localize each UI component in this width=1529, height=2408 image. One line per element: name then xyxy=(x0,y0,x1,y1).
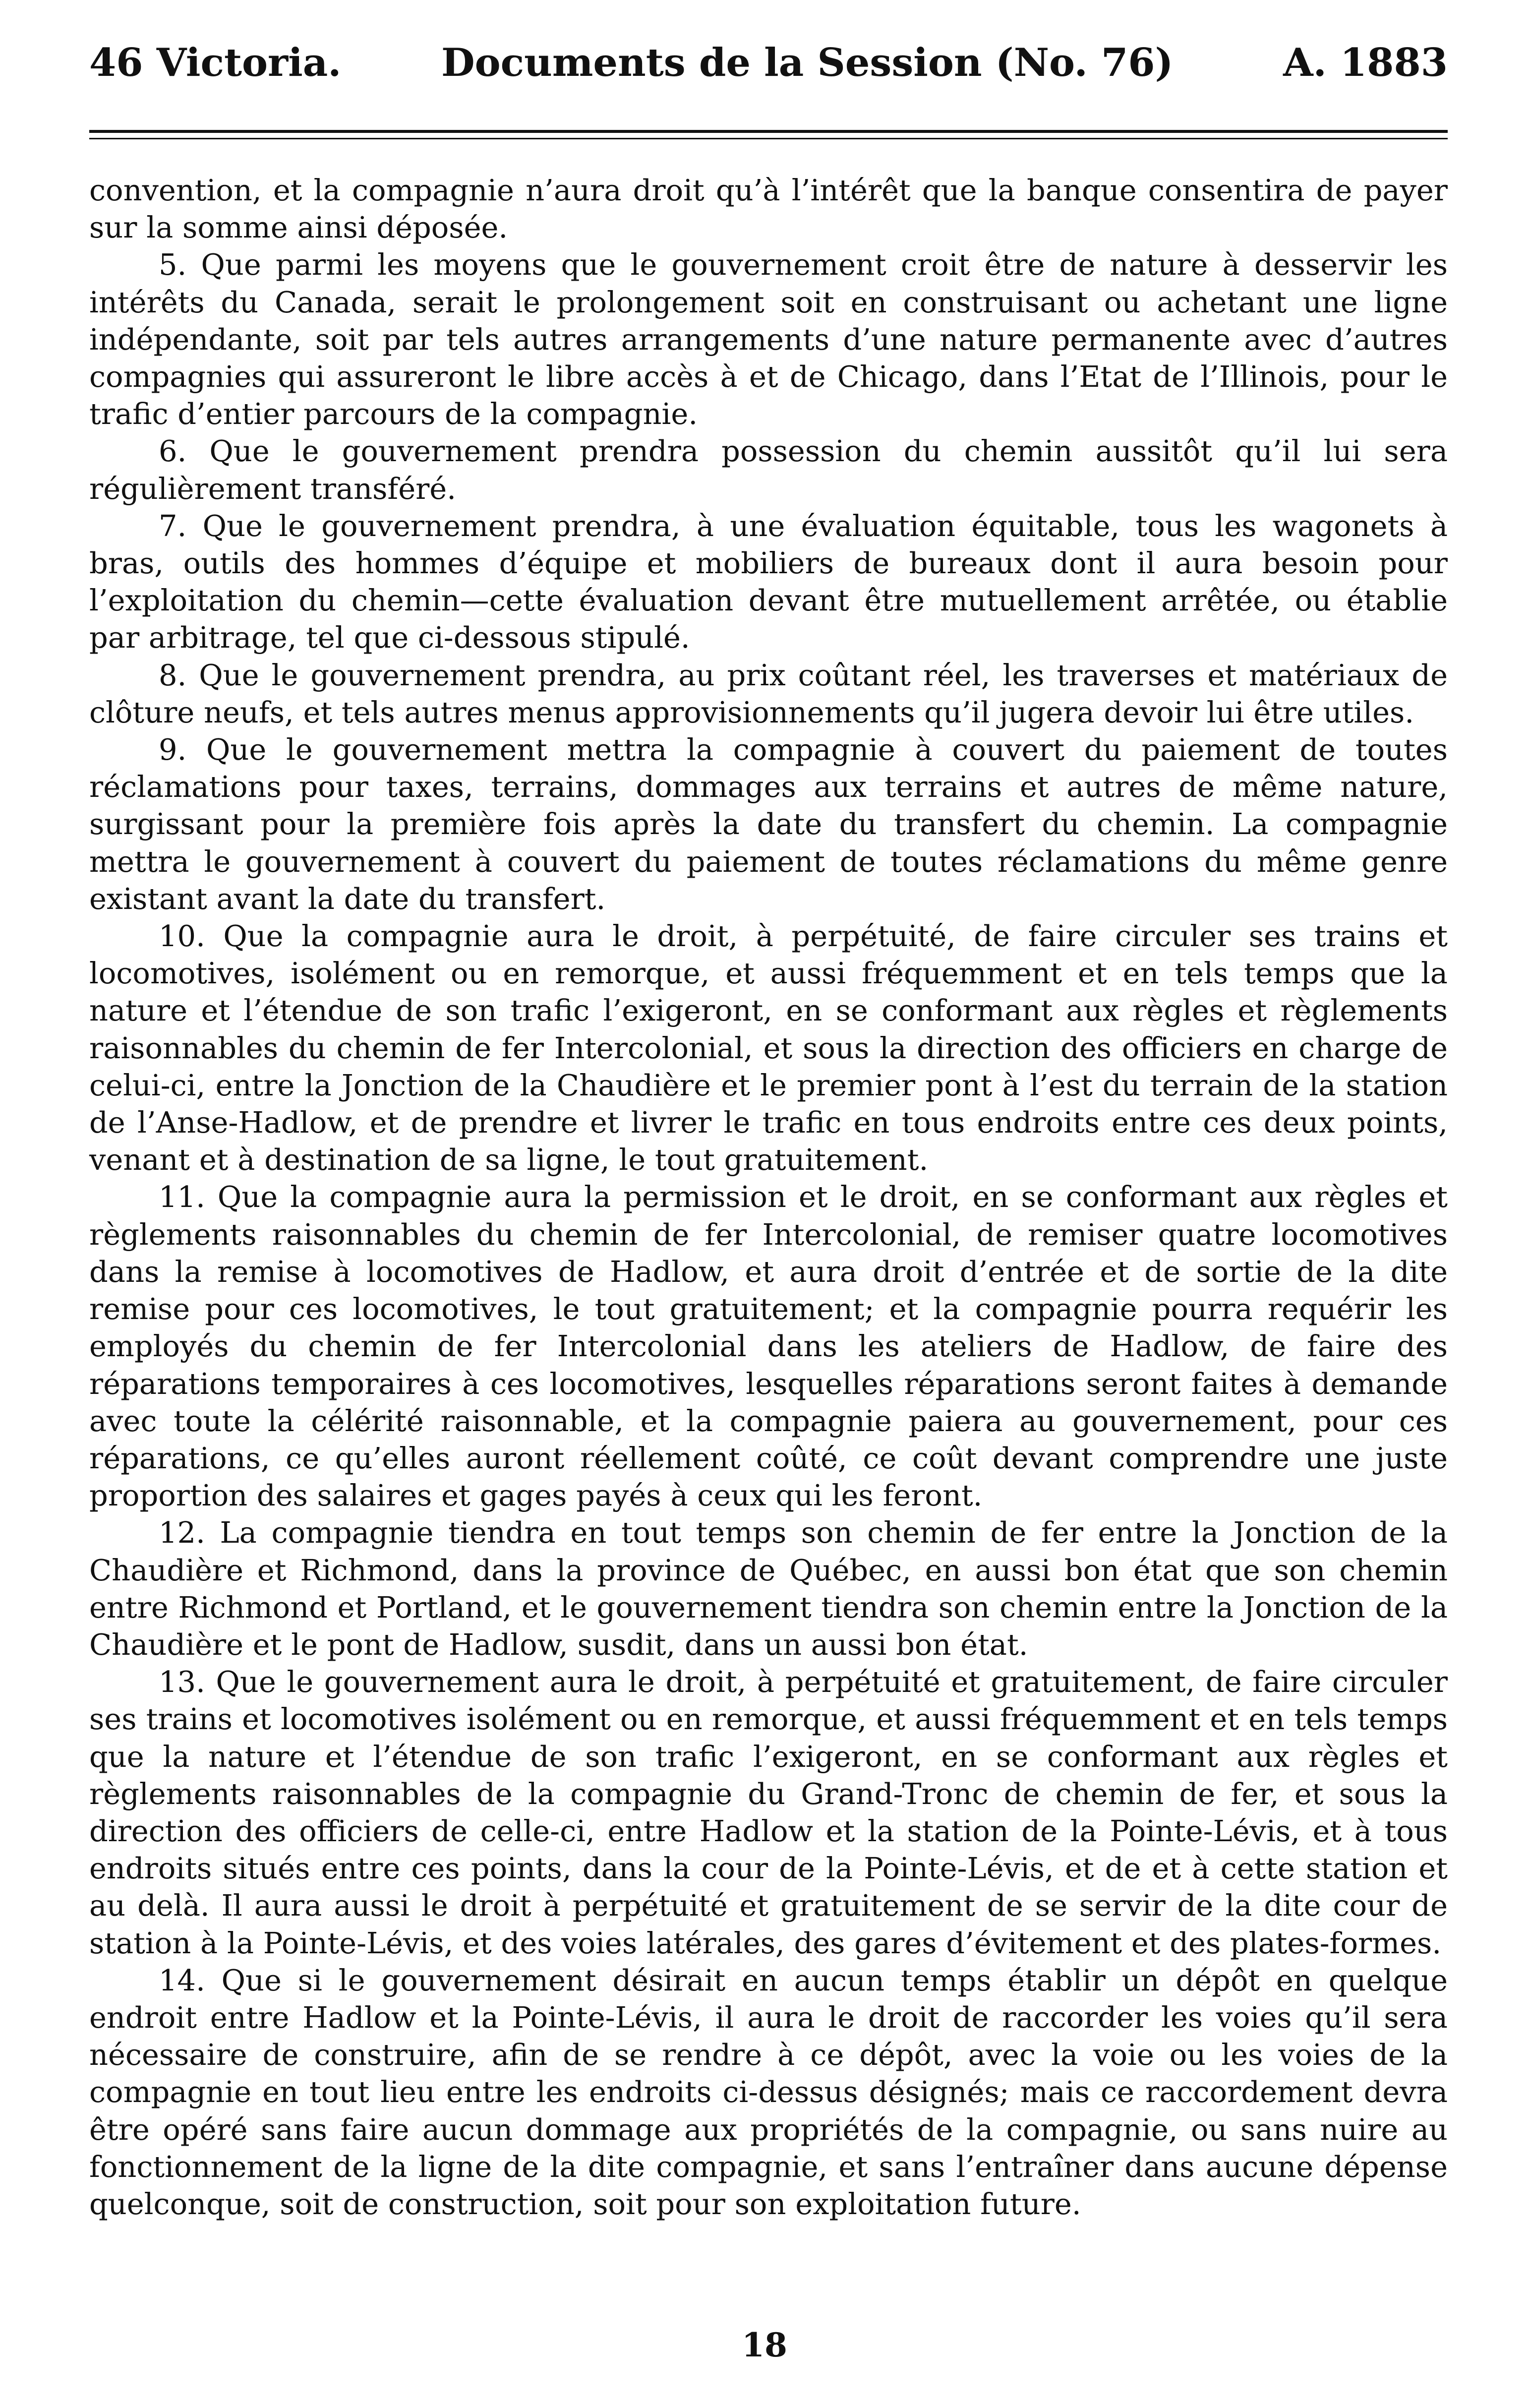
header-rule-thin xyxy=(89,138,1448,139)
header-year: A. 1883 xyxy=(1283,40,1448,85)
clause-8: 8. Que le gouvernement prendra, au prix coûtant réel, les traverses et matériaux de clôture neufs, et tels autres menus approvisionnements qu’il jugera devoir lui être utiles. xyxy=(89,658,1448,729)
clause-5: 5. Que parmi les moyens que le gouvernement croit être de nature à desservir les intérêts du Canada, serait le prolongement soit en construisant ou achetant une ligne indépendante, soit par tels autres arrangements d’une nature permanente avec d’autres compagnies qui assureront le libre accès à et de Chicago, dans l’Etat de l’Illinois, pour le trafic d’entier parcours de la compagnie. xyxy=(89,247,1448,431)
header-document-title: Documents de la Session (No. 76) xyxy=(441,40,1174,85)
clause-9: 9. Que le gouvernement mettra la compagnie à couvert du paiement de toutes réclamations pour taxes, terrains, dommages aux terrains et autres de même nature, surgissant pour la première fois après la date du transfert du chemin. La compagnie mettra le gouvernement à couvert du paiement de toutes réclamations du même genre existant avant la date du transfert. xyxy=(89,732,1448,916)
clause-13: 13. Que le gouvernement aura le droit, à perpétuité et gratuitement, de faire circuler ses trains et locomotives isolément ou en remorque, et aussi fréquemment et en tels temps que la nature et l’étendue de son trafic l’exigeront, en se conformant aux règles et règlements raisonnables de la compagnie du Grand-Tronc de chemin de fer, et sous la direction des officiers de celle-ci, entre Hadlow et la station de la Pointe-Lévis, et à tous endroits situés entre ces points, dans la cour de la Pointe-Lévis, et de et à cette station et au delà. Il aura aussi le droit à perpétuité et gratuitement de se servir de la dite cour de station à la Pointe-Lévis, et des voies latérales, des gares d’évitement et des plates-formes. xyxy=(89,1665,1448,1960)
body-text xyxy=(89,172,1448,2223)
clause-6: 6. Que le gouvernement prendra possession du chemin aussitôt qu’il lui sera régulièrement transféré. xyxy=(89,434,1448,506)
running-header xyxy=(89,31,1448,95)
clause-11: 11. Que la compagnie aura la permission et le droit, en se conformant aux règles et règlements raisonnables du chemin de fer Intercolonial, de remiser quatre locomotives dans la remise à locomotives de Hadlow, et aura droit d’entrée et de sortie de la dite remise pour ces locomotives, le tout gratuitement; et la compagnie pourra requérir les employés du chemin de fer Intercolonial dans les ateliers de Hadlow, de faire des réparations temporaires à ces locomotives, lesquelles réparations seront faites à demande avec toute la célérité raisonnable, et la compagnie paiera au gouvernement, pour ces réparations, ce qu’elles auront réellement coûté, ce coût devant comprendre une juste proportion des salaires et gages payés à ceux qui les feront. xyxy=(89,1180,1448,1513)
clause-7: 7. Que le gouvernement prendra, à une évaluation équitable, tous les wagonets à bras, outils des hommes d’équipe et mobiliers de bureaux dont il aura besoin pour l’exploitation du chemin—cette évaluation devant être mutuellement arrêtée, ou établie par arbitrage, tel que ci-dessous stipulé. xyxy=(89,508,1448,655)
clause-14: 14. Que si le gouvernement désirait en aucun temps établir un dépôt en quelque endroit entre Hadlow et la Pointe-Lévis, il aura le droit de raccorder les voies qu’il sera nécessaire de construire, afin de se rendre à ce dépôt, avec la voie ou les voies de la compagnie en tout lieu entre les endroits ci-dessus désignés; mais ce raccordement devra être opéré sans faire aucun dommage aux propriétés de la compagnie, ou sans nuire au fonctionnement de la ligne de la dite compagnie, et sans l’entraîner dans aucune dépense quelconque, soit de construction, soit pour son exploitation future. xyxy=(89,1963,1448,2221)
page-number: 18 xyxy=(742,2326,787,2364)
header-rule-thick xyxy=(89,130,1448,133)
clause-10: 10. Que la compagnie aura le droit, à perpétuité, de faire circuler ses trains et locomotives, isolément ou en remorque, et aussi fréquemment et en tels temps que la nature et l’étendue de son trafic l’exigeront, en se conformant aux règles et règlements raisonnables du chemin de fer Intercolonial, et sous la direction des officiers en charge de celui-ci, entre la Jonction de la Chaudière et le premier pont à l’est du terrain de la station de l’Anse-Hadlow, et de prendre et livrer le trafic en tous endroits entre ces deux points, venant et à destination de sa ligne, le tout gratuitement. xyxy=(89,919,1448,1177)
header-session-year: 46 Victoria. xyxy=(89,40,342,85)
paragraph-continuation: convention, et la compagnie n’aura droit qu’à l’intérêt que la banque consentira de payer sur la somme ainsi déposée. xyxy=(89,173,1448,245)
clause-12: 12. La compagnie tiendra en tout temps son chemin de fer entre la Jonction de la Chaudière et Richmond, dans la province de Québec, en aussi bon état que son chemin entre Richmond et Portland, et le gouvernement tiendra son chemin entre la Jonction de la Chaudière et le pont de Hadlow, susdit, dans un aussi bon état. xyxy=(89,1515,1448,1662)
